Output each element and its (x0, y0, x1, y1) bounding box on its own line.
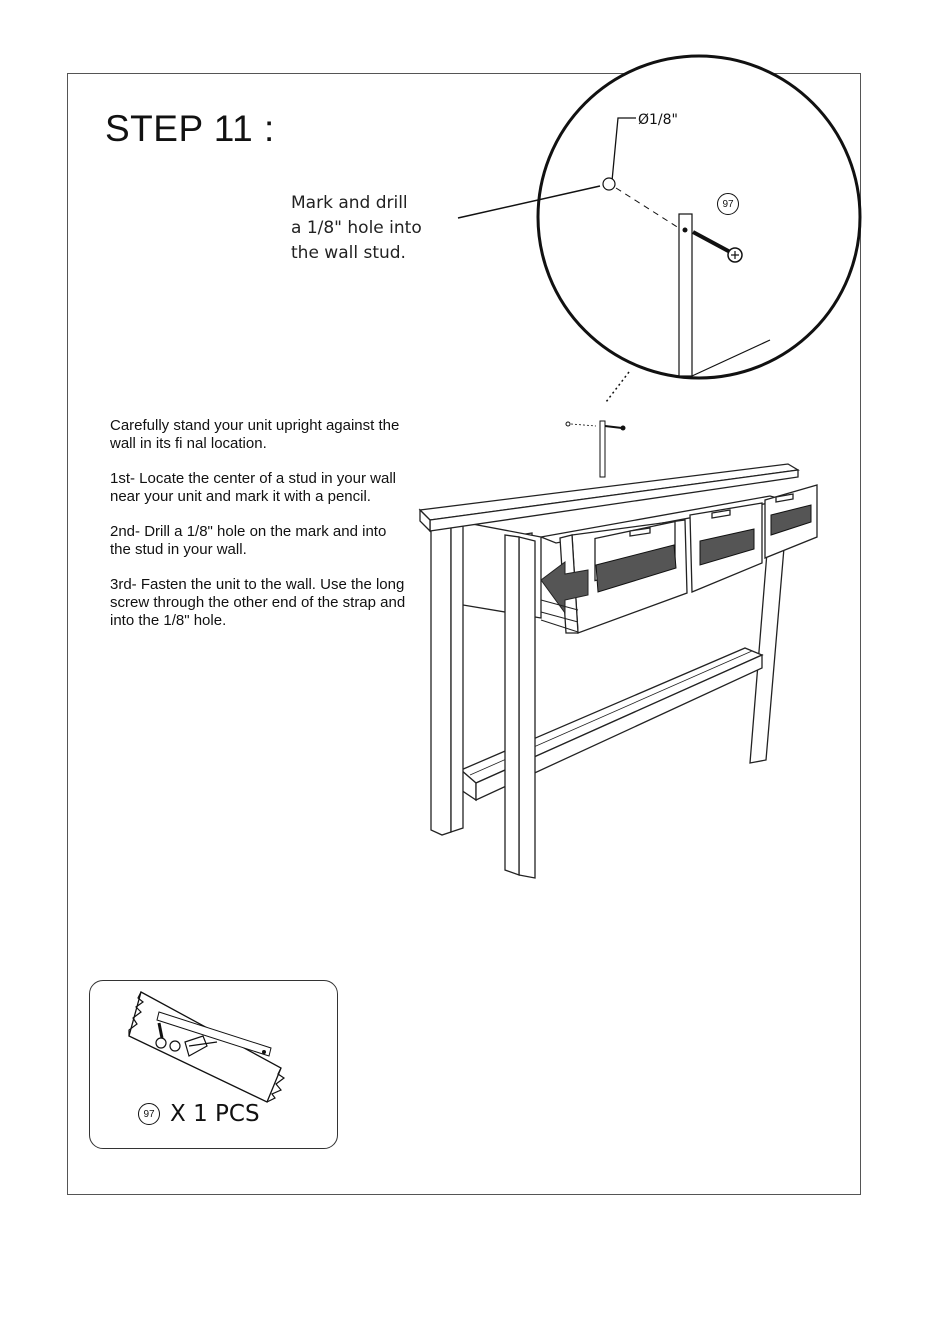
detail-part-number-badge: 97 (717, 193, 739, 215)
drill-callout (291, 191, 491, 266)
detail-magnifier (538, 56, 860, 378)
quantity-label: X 1 PCS (170, 1101, 260, 1127)
parts-quantity (138, 1101, 260, 1127)
drill-hole-icon (603, 178, 615, 190)
drill-callout-line: a 1/8" hole into (291, 218, 422, 238)
instruction-step-2: 2nd- Drill a 1/8" hole on the mark and into the stud in your wall. (110, 523, 387, 558)
instruction-step-3: 3rd- Fasten the unit to the wall. Use the long screw through the other end of the strap and into the 1/8" hole. (110, 576, 406, 629)
parts-box (89, 980, 338, 1149)
part-number-badge: 97 (138, 1103, 160, 1125)
strap-icon (679, 214, 692, 376)
console-table (420, 464, 817, 878)
diameter-label: Ø1/8" (638, 112, 678, 128)
drill-callout-line: Mark and drill (291, 193, 408, 213)
strap-on-unit (566, 421, 626, 477)
step-title: STEP 11 : (105, 108, 275, 149)
instructions (110, 417, 410, 647)
instruction-intro: Carefully stand your unit upright against the wall in its fi nal location. (110, 417, 400, 452)
drill-callout-line: the wall stud. (291, 243, 406, 263)
instruction-step-1: 1st- Locate the center of a stud in your wall near your unit and mark it with a pencil. (110, 470, 396, 505)
